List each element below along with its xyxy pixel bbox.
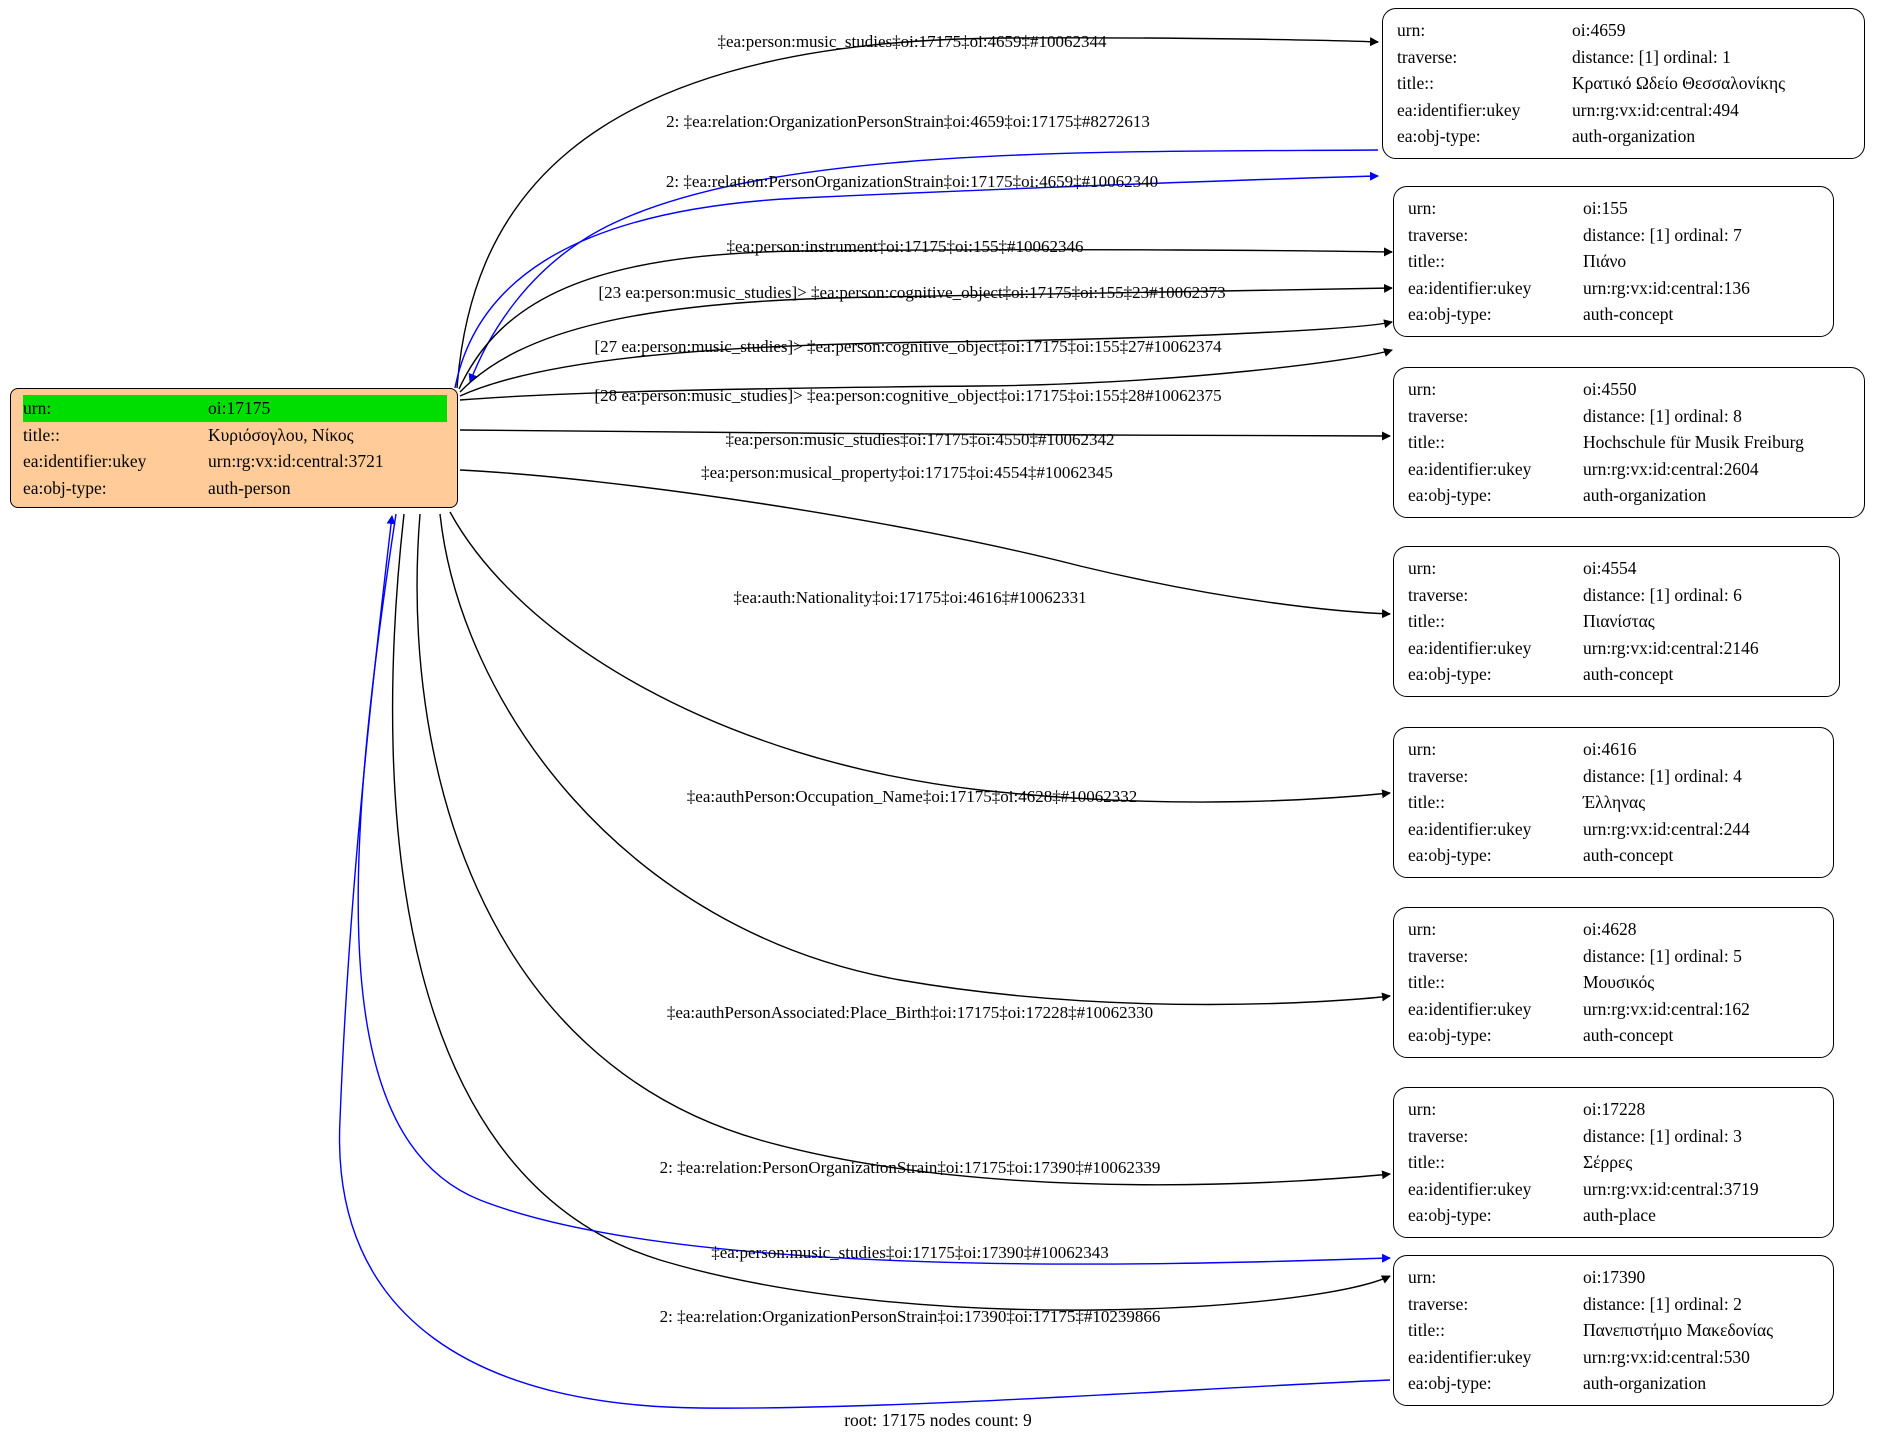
node-field-row (1408, 301, 1821, 328)
node-field-row (1408, 1264, 1821, 1291)
node-field-row (1408, 195, 1821, 222)
field-key: title:: (1408, 251, 1445, 272)
node-field-row (1408, 1344, 1821, 1371)
node-field-row (23, 422, 447, 449)
node-field-row (1408, 1149, 1821, 1176)
field-key: traverse: (1408, 405, 1469, 426)
field-key: urn: (23, 395, 208, 422)
field-key: title:: (1408, 792, 1445, 813)
field-key: urn: (1408, 1099, 1437, 1119)
field-value: oi:4616 (1583, 739, 1637, 759)
field-value: urn:rg:vx:id:central:162 (1583, 998, 1750, 1019)
field-key: ea:identifier:ukey (23, 451, 147, 472)
edge-label-place-birth-17228: ‡ea:authPersonAssociated:Place_Birth‡oi:17175‡oi:17228‡#10062330 (666, 1003, 1154, 1022)
node-oi-4628[interactable] (1393, 907, 1834, 1058)
field-value: urn:rg:vx:id:central:244 (1583, 818, 1750, 839)
field-key: urn: (1408, 1267, 1437, 1287)
field-value: oi:17175 (208, 395, 447, 422)
field-value: Έλληνας (1583, 792, 1646, 813)
edge-label-music-studies-4659: ‡ea:person:music_studies‡oi:17175‡oi:4659‡#10062344 (717, 32, 1107, 51)
field-key: title:: (1408, 611, 1445, 632)
field-value: auth-person (208, 477, 291, 498)
field-key: title:: (1397, 73, 1434, 94)
node-oi-4659[interactable] (1382, 8, 1865, 159)
field-value: distance: [1] ordinal: 6 (1583, 584, 1742, 605)
field-key: ea:obj-type: (1397, 126, 1481, 147)
node-field-row (1408, 248, 1821, 275)
field-value: auth-concept (1583, 845, 1674, 866)
field-key: title:: (1408, 1152, 1445, 1173)
node-field-row (1408, 1176, 1821, 1203)
field-key: urn: (1408, 379, 1437, 399)
field-value: auth-concept (1583, 664, 1674, 685)
node-oi-155[interactable] (1393, 186, 1834, 337)
field-value: Κυριόσογλου, Νίκος (208, 424, 354, 445)
field-key: ea:obj-type: (1408, 664, 1492, 685)
field-value: Πιανίστας (1583, 611, 1655, 632)
node-field-row (1408, 789, 1821, 816)
field-value: distance: [1] ordinal: 8 (1583, 405, 1742, 426)
field-value: Hochschule für Musik Freiburg (1583, 432, 1804, 453)
field-key: title:: (23, 424, 60, 445)
field-value: auth-organization (1583, 1373, 1707, 1394)
node-oi-4554[interactable] (1393, 546, 1840, 697)
field-key: ea:identifier:ukey (1408, 1346, 1532, 1367)
node-field-row (23, 475, 447, 502)
field-value: oi:17228 (1583, 1099, 1646, 1119)
node-field-row (1397, 17, 1852, 44)
field-key: traverse: (1408, 224, 1469, 245)
edge-label-occupation-name-4628: ‡ea:authPerson:Occupation_Name‡oi:17175‡oi:4628‡#10062332 (686, 787, 1138, 806)
field-value: distance: [1] ordinal: 2 (1583, 1293, 1742, 1314)
node-field-row (1408, 1022, 1821, 1049)
field-key: urn: (1408, 198, 1437, 218)
field-value: urn:rg:vx:id:central:494 (1572, 99, 1739, 120)
field-key: title:: (1408, 432, 1445, 453)
field-value: urn:rg:vx:id:central:3721 (208, 451, 384, 472)
field-value: oi:155 (1583, 198, 1628, 218)
node-field-row (23, 448, 447, 475)
field-value: Σέρρες (1583, 1152, 1633, 1173)
field-value: urn:rg:vx:id:central:2604 (1583, 458, 1759, 479)
field-key: traverse: (1408, 765, 1469, 786)
field-key: ea:obj-type: (1408, 485, 1492, 506)
field-key: ea:identifier:ukey (1408, 1178, 1532, 1199)
edge-label-cognitive-object-155-23: [23 ea:person:music_studies]> ‡ea:person:cognitive_object‡oi:17175‡oi:155‡23#10062373 (598, 283, 1226, 302)
field-value: auth-organization (1572, 126, 1696, 147)
node-field-row (1408, 608, 1827, 635)
field-value: auth-organization (1583, 485, 1707, 506)
field-key: traverse: (1408, 584, 1469, 605)
field-key: ea:obj-type: (1408, 845, 1492, 866)
edge-label-instrument-155: ‡ea:person:instrument‡oi:17175‡oi:155‡#10062346 (726, 237, 1084, 256)
field-value: Πανεπιστήμιο Μακεδονίας (1583, 1320, 1774, 1341)
node-field-row (23, 395, 447, 422)
field-value: distance: [1] ordinal: 1 (1572, 46, 1731, 67)
field-key: urn: (1408, 919, 1437, 939)
node-field-row (1408, 555, 1827, 582)
edge-label-organizationpersonstrain-17390: 2: ‡ea:relation:OrganizationPersonStrain‡oi:17390‡oi:17175‡#10239866 (659, 1307, 1161, 1326)
node-field-row (1408, 1370, 1821, 1397)
node-oi-4616[interactable] (1393, 727, 1834, 878)
field-key: ea:obj-type: (1408, 304, 1492, 325)
field-key: ea:identifier:ukey (1408, 818, 1532, 839)
edge-label-organizationpersonstrain-4659: 2: ‡ea:relation:OrganizationPersonStrain‡oi:4659‡oi:17175‡#8272613 (666, 112, 1150, 131)
node-field-row (1397, 123, 1852, 150)
field-key: urn: (1408, 739, 1437, 759)
field-value: oi:4554 (1583, 558, 1637, 578)
node-field-row (1408, 376, 1852, 403)
field-key: title:: (1408, 1320, 1445, 1341)
field-value: oi:4628 (1583, 919, 1637, 939)
field-key: urn: (1397, 20, 1426, 40)
node-oi-17390[interactable] (1393, 1255, 1834, 1406)
field-key: traverse: (1408, 1125, 1469, 1146)
field-key: ea:obj-type: (23, 477, 107, 498)
node-field-row (1408, 996, 1821, 1023)
field-key: ea:obj-type: (1408, 1373, 1492, 1394)
node-field-row (1408, 1202, 1821, 1229)
node-field-row (1397, 97, 1852, 124)
node-field-row (1408, 482, 1852, 509)
field-value: oi:17390 (1583, 1267, 1646, 1287)
field-value: urn:rg:vx:id:central:136 (1583, 277, 1750, 298)
field-key: ea:identifier:ukey (1408, 998, 1532, 1019)
field-key: ea:identifier:ukey (1408, 458, 1532, 479)
field-value: distance: [1] ordinal: 7 (1583, 224, 1742, 245)
field-value: Πιάνο (1583, 251, 1627, 272)
field-value: Κρατικό Ωδείο Θεσσαλονίκης (1572, 73, 1786, 94)
field-key: traverse: (1408, 945, 1469, 966)
field-key: urn: (1408, 558, 1437, 578)
field-value: urn:rg:vx:id:central:2146 (1583, 637, 1759, 658)
field-key: ea:obj-type: (1408, 1205, 1492, 1226)
node-oi-17228[interactable] (1393, 1087, 1834, 1238)
node-field-row (1408, 916, 1821, 943)
node-field-row (1397, 44, 1852, 71)
edge-label-personorganizationstrain-4659: 2: ‡ea:relation:PersonOrganizationStrain‡oi:17175‡oi:4659‡#10062340 (665, 172, 1159, 191)
node-field-row (1408, 582, 1827, 609)
field-key: traverse: (1397, 46, 1458, 67)
field-key: ea:identifier:ukey (1397, 99, 1521, 120)
field-key: title:: (1408, 972, 1445, 993)
field-value: oi:4550 (1583, 379, 1637, 399)
field-value: urn:rg:vx:id:central:3719 (1583, 1178, 1759, 1199)
node-field-row (1408, 1291, 1821, 1318)
edge-label-musical-property-4554: ‡ea:person:musical_property‡oi:17175‡oi:4554‡#10062345 (701, 463, 1113, 482)
field-key: ea:identifier:ukey (1408, 637, 1532, 658)
field-value: distance: [1] ordinal: 5 (1583, 945, 1742, 966)
field-value: auth-concept (1583, 304, 1674, 325)
edge-label-cognitive-object-155-27: [27 ea:person:music_studies]> ‡ea:person:cognitive_object‡oi:17175‡oi:155‡27#10062374 (594, 337, 1222, 356)
node-root-17175[interactable] (10, 388, 458, 508)
node-field-row (1408, 943, 1821, 970)
graph-caption: root: 17175 nodes count: 9 (844, 1410, 1032, 1430)
field-key: ea:identifier:ukey (1408, 277, 1532, 298)
node-field-row (1408, 1317, 1821, 1344)
node-field-row (1408, 403, 1852, 430)
edge-label-music-studies-4550: ‡ea:person:music_studies‡oi:17175‡oi:4550‡#10062342 (725, 430, 1115, 449)
node-field-row (1408, 429, 1852, 456)
field-value: oi:4659 (1572, 20, 1626, 40)
node-field-row (1408, 635, 1827, 662)
edge-label-personorganizationstrain-17390: 2: ‡ea:relation:PersonOrganizationStrain‡oi:17175‡oi:17390‡#10062339 (659, 1158, 1161, 1177)
field-key: traverse: (1408, 1293, 1469, 1314)
node-oi-4550[interactable] (1393, 367, 1865, 518)
node-field-row (1408, 763, 1821, 790)
field-key: ea:obj-type: (1408, 1025, 1492, 1046)
field-value: auth-concept (1583, 1025, 1674, 1046)
edge-label-nationality-4616: ‡ea:auth:Nationality‡oi:17175‡oi:4616‡#10062331 (733, 588, 1087, 607)
field-value: distance: [1] ordinal: 4 (1583, 765, 1742, 786)
field-value: auth-place (1583, 1205, 1656, 1226)
node-field-row (1408, 816, 1821, 843)
node-field-row (1408, 1123, 1821, 1150)
node-field-row (1408, 275, 1821, 302)
field-value: urn:rg:vx:id:central:530 (1583, 1346, 1750, 1367)
node-field-row (1408, 736, 1821, 763)
edge-label-cognitive-object-155-28: [28 ea:person:music_studies]> ‡ea:person:cognitive_object‡oi:17175‡oi:155‡28#10062375 (594, 386, 1222, 405)
field-value: distance: [1] ordinal: 3 (1583, 1125, 1742, 1146)
node-field-row (1408, 842, 1821, 869)
node-field-row (1408, 661, 1827, 688)
node-field-row (1408, 1096, 1821, 1123)
node-field-row (1408, 222, 1821, 249)
field-value: Μουσικός (1583, 972, 1655, 993)
node-field-row (1408, 969, 1821, 996)
edge-label-music-studies-17390: ‡ea:person:music_studies‡oi:17175‡oi:17390‡#10062343 (711, 1243, 1109, 1262)
node-field-row (1397, 70, 1852, 97)
node-field-row (1408, 456, 1852, 483)
